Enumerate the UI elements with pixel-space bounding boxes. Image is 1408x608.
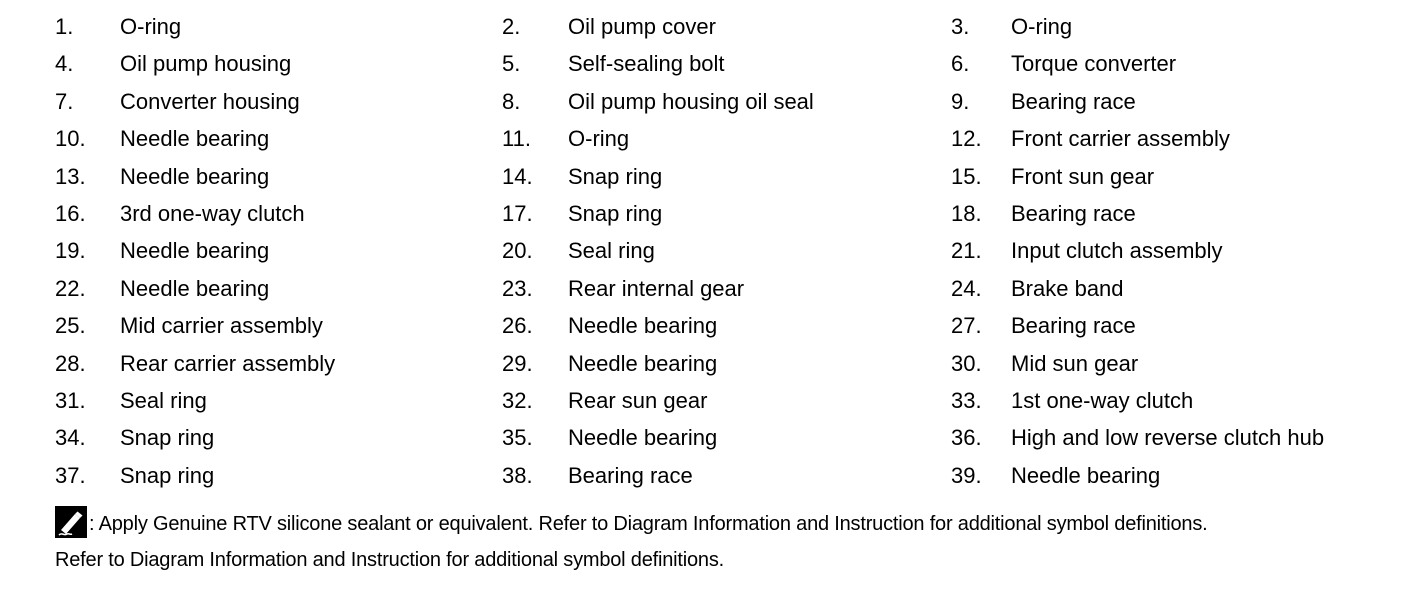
- item-name: Rear sun gear: [568, 387, 708, 413]
- sealant-applicator-icon: [55, 506, 87, 538]
- item-name: Seal ring: [568, 238, 655, 264]
- item-number: 7.: [55, 88, 74, 114]
- item-number: 20.: [502, 238, 533, 264]
- item-name: Brake band: [1011, 275, 1124, 301]
- item-number: 36.: [951, 425, 982, 451]
- item-name: Seal ring: [120, 387, 207, 413]
- legend-row: [0, 195, 1408, 232]
- item-number: 32.: [502, 387, 533, 413]
- sealant-note-text: : Apply Genuine RTV silicone sealant or equivalent. Refer to Diagram Information and Instruction for additional symbol definitions.: [89, 513, 1208, 535]
- item-number: 34.: [55, 425, 86, 451]
- item-name: Needle bearing: [568, 425, 718, 451]
- item-name: Rear carrier assembly: [120, 350, 336, 376]
- item-number: 25.: [55, 313, 86, 339]
- item-name: Input clutch assembly: [1011, 238, 1223, 264]
- item-number: 15.: [951, 163, 982, 189]
- item-number: 24.: [951, 275, 982, 301]
- legend-row: [0, 83, 1408, 120]
- legend-row: [0, 270, 1408, 307]
- item-number: 31.: [55, 387, 86, 413]
- item-number: 33.: [951, 387, 982, 413]
- item-number: 21.: [951, 238, 982, 264]
- item-name: Needle bearing: [120, 163, 270, 189]
- item-number: 16.: [55, 200, 86, 226]
- item-name: Bearing race: [1011, 313, 1136, 339]
- item-name: Bearing race: [1011, 88, 1136, 114]
- item-number: 9.: [951, 88, 970, 114]
- item-name: Converter housing: [120, 88, 300, 114]
- item-number: 26.: [502, 313, 533, 339]
- item-name: Needle bearing: [120, 238, 270, 264]
- item-number: 39.: [951, 462, 982, 488]
- item-number: 14.: [502, 163, 533, 189]
- item-number: 5.: [502, 51, 521, 77]
- item-name: Front carrier assembly: [1011, 126, 1230, 152]
- item-number: 8.: [502, 88, 521, 114]
- legend-row: [0, 45, 1408, 82]
- item-number: 38.: [502, 462, 533, 488]
- item-number: 28.: [55, 350, 86, 376]
- sealant-note: [55, 506, 1208, 539]
- legend-row: [0, 345, 1408, 382]
- item-name: Torque converter: [1011, 51, 1177, 77]
- item-name: Mid carrier assembly: [120, 313, 323, 339]
- item-name: 3rd one-way clutch: [120, 200, 305, 226]
- legend-row: [0, 8, 1408, 45]
- item-number: 4.: [55, 51, 74, 77]
- item-name: Rear internal gear: [568, 275, 745, 301]
- legend-row: [0, 419, 1408, 456]
- item-number: 10.: [55, 126, 86, 152]
- item-name: Mid sun gear: [1011, 350, 1139, 376]
- item-number: 19.: [55, 238, 86, 264]
- item-name: Oil pump cover: [568, 14, 716, 39]
- legend-row: [0, 307, 1408, 344]
- item-name: Needle bearing: [568, 313, 718, 339]
- item-number: 1.: [55, 14, 74, 39]
- item-number: 37.: [55, 462, 86, 488]
- item-number: 2.: [502, 14, 521, 39]
- item-name: Needle bearing: [120, 275, 270, 301]
- item-number: 29.: [502, 350, 533, 376]
- item-number: 22.: [55, 275, 86, 301]
- legend-row: [0, 232, 1408, 269]
- item-number: 27.: [951, 313, 982, 339]
- item-name: O-ring: [120, 14, 182, 39]
- item-number: 23.: [502, 275, 533, 301]
- item-name: Snap ring: [120, 462, 215, 488]
- item-name: Snap ring: [568, 163, 663, 189]
- legend-row: [0, 120, 1408, 157]
- item-name: 1st one-way clutch: [1011, 387, 1194, 413]
- item-number: 3.: [951, 14, 970, 39]
- item-number: 18.: [951, 200, 982, 226]
- item-name: Needle bearing: [568, 350, 718, 376]
- item-name: Bearing race: [568, 462, 693, 488]
- item-number: 11.: [502, 126, 531, 152]
- item-name: High and low reverse clutch hub: [1011, 425, 1325, 451]
- parts-legend: [0, 8, 1408, 494]
- item-number: 13.: [55, 163, 86, 189]
- legend-row: [0, 382, 1408, 419]
- item-name: Front sun gear: [1011, 163, 1155, 189]
- item-number: 35.: [502, 425, 533, 451]
- item-name: O-ring: [568, 126, 630, 152]
- legend-row: [0, 158, 1408, 195]
- item-name: Snap ring: [120, 425, 215, 451]
- item-number: 6.: [951, 51, 970, 77]
- item-name: Needle bearing: [120, 126, 270, 152]
- reference-line: Refer to Diagram Information and Instruction for additional symbol definitions.: [55, 549, 724, 571]
- item-name: Oil pump housing oil seal: [568, 88, 814, 114]
- item-name: O-ring: [1011, 14, 1073, 39]
- item-number: 30.: [951, 350, 982, 376]
- item-name: Self-sealing bolt: [568, 51, 725, 77]
- item-name: Oil pump housing: [120, 51, 292, 77]
- item-number: 17.: [502, 200, 533, 226]
- legend-row: [0, 457, 1408, 494]
- item-name: Bearing race: [1011, 200, 1136, 226]
- item-name: Needle bearing: [1011, 462, 1161, 488]
- item-number: 12.: [951, 126, 982, 152]
- item-name: Snap ring: [568, 200, 663, 226]
